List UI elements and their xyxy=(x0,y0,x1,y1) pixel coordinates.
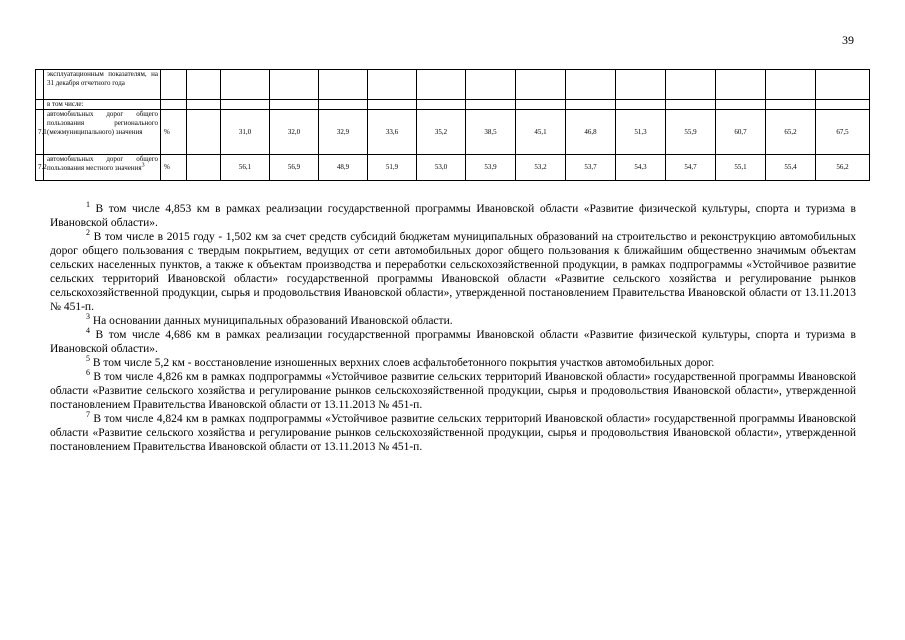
value-cell: 46,8 xyxy=(566,110,616,155)
indicator-cell: эксплуатационным показателям, на 31 декабря отчетного года xyxy=(44,70,161,100)
footnote-text: В том числе 4,686 км в рамках реализации государственной программы Ивановской области «Развитие физической культуры, спорта и туризма в Ивановской области». xyxy=(50,329,856,355)
value-cell: 45,1 xyxy=(516,110,566,155)
indicator-cell: автомобильных дорог общего пользования регионального (межмуниципального) значения xyxy=(44,110,161,155)
value-cell: 31,0 xyxy=(221,110,270,155)
footnote xyxy=(50,314,856,328)
footnote-text: На основании данных муниципальных образований Ивановской области. xyxy=(90,315,453,327)
indicator-table xyxy=(35,69,870,181)
value-cell: 67,5 xyxy=(816,110,870,155)
table-row xyxy=(36,155,870,181)
footnote xyxy=(50,230,856,314)
table-cell xyxy=(36,70,44,100)
value-cell: 32,0 xyxy=(270,110,319,155)
value-cell: 56,1 xyxy=(221,155,270,181)
indicator-text: автомобильных дорог общего пользования местного значения xyxy=(47,155,158,172)
footnote-text: В том числе 5,2 км - восстановление изношенных верхних слоев асфальтобетонного покрытия участков автомобильных дорог. xyxy=(90,357,715,369)
footnote-text: В том числе в 2015 году - 1,502 км за счет средств субсидий бюджетам муниципальных образований на строительство и реконструкцию автомобильных дорог общего пользования с твердым покрытием, ведущих от сети автомобильных дорог общего пользования к ближайшим общественно значимым объектам сельских населенных пунктов, а также к объектам производства и переработки сельскохозяйственной продукции, в рамках подпрограммы «Устойчивое развитие сельских территорий Ивановской области» государственной программы Ивановской области «Развитие сельского хозяйства и регулирование рынков сельскохозяйственной продукции, сырья и продовольствия Ивановской области», утвержденной постановлением Правительства Ивановской области от 13.11.2013 № 451-п. xyxy=(50,231,856,313)
row-number: 7.2 xyxy=(36,155,44,181)
footnote-mark: 3 xyxy=(141,162,145,169)
value-cell: 60,7 xyxy=(716,110,766,155)
value-cell: 55,4 xyxy=(766,155,816,181)
unit-cell: % xyxy=(161,155,187,181)
footnote-mark: 2 xyxy=(86,228,90,238)
table-row xyxy=(36,70,870,100)
value-cell: 53,7 xyxy=(566,155,616,181)
footnote-text: В том числе 4,826 км в рамках подпрограммы «Устойчивое развитие сельских территорий Ивановской области» государственной программы Ивановской области «Развитие сельского хозяйства и регулирование рынков сельскохозяйственной продукции, сырья и продовольствия Ивановской области», утвержденной постановлением Правительства Ивановской области от 13.11.2013 № 451-п. xyxy=(50,371,856,411)
value-cell: 56,9 xyxy=(270,155,319,181)
value-cell: 38,5 xyxy=(466,110,516,155)
footnote xyxy=(50,202,856,230)
value-cell: 51,9 xyxy=(368,155,417,181)
footnote-mark: 6 xyxy=(86,368,90,378)
value-cell: 53,0 xyxy=(417,155,466,181)
value-cell: 53,2 xyxy=(516,155,566,181)
value-cell: 55,1 xyxy=(716,155,766,181)
footnote xyxy=(50,328,856,356)
table-row xyxy=(36,100,870,110)
footnote-mark: 5 xyxy=(86,354,90,364)
value-cell: 54,3 xyxy=(616,155,666,181)
row-number: 7.1 xyxy=(36,110,44,155)
value-cell: 56,2 xyxy=(816,155,870,181)
footnote-text: В том числе 4,853 км в рамках реализации государственной программы Ивановской области «Развитие физической культуры, спорта и туризма в Ивановской области». xyxy=(50,203,856,229)
value-cell: 65,2 xyxy=(766,110,816,155)
value-cell: 33,6 xyxy=(368,110,417,155)
footnote-mark: 3 xyxy=(86,312,90,322)
unit-cell: % xyxy=(161,110,187,155)
value-cell: 32,9 xyxy=(319,110,368,155)
value-cell: 51,3 xyxy=(616,110,666,155)
value-cell: 53,9 xyxy=(466,155,516,181)
footnote xyxy=(50,370,856,412)
footnote-text: В том числе 4,824 км в рамках подпрограммы «Устойчивое развитие сельских территорий Ивановской области» государственной программы Ивановской области «Развитие сельского хозяйства и регулирование рынков сельскохозяйственной продукции, сырья и продовольствия Ивановской области», утвержденной постановлением Правительства Ивановской области от 13.11.2013 № 451-п. xyxy=(50,413,856,453)
value-cell: 54,7 xyxy=(666,155,716,181)
footnote xyxy=(50,356,856,370)
indicator-cell: в том числе: xyxy=(44,100,161,110)
footnotes xyxy=(50,202,856,454)
footnote-mark: 1 xyxy=(86,200,90,210)
value-cell: 48,9 xyxy=(319,155,368,181)
value-cell: 35,2 xyxy=(417,110,466,155)
footnote-mark: 4 xyxy=(86,326,90,336)
indicator-cell xyxy=(44,155,161,181)
footnote-mark: 7 xyxy=(86,410,90,420)
page-number: 39 xyxy=(842,33,854,47)
value-cell: 55,9 xyxy=(666,110,716,155)
table-row xyxy=(36,110,870,155)
footnote xyxy=(50,412,856,454)
